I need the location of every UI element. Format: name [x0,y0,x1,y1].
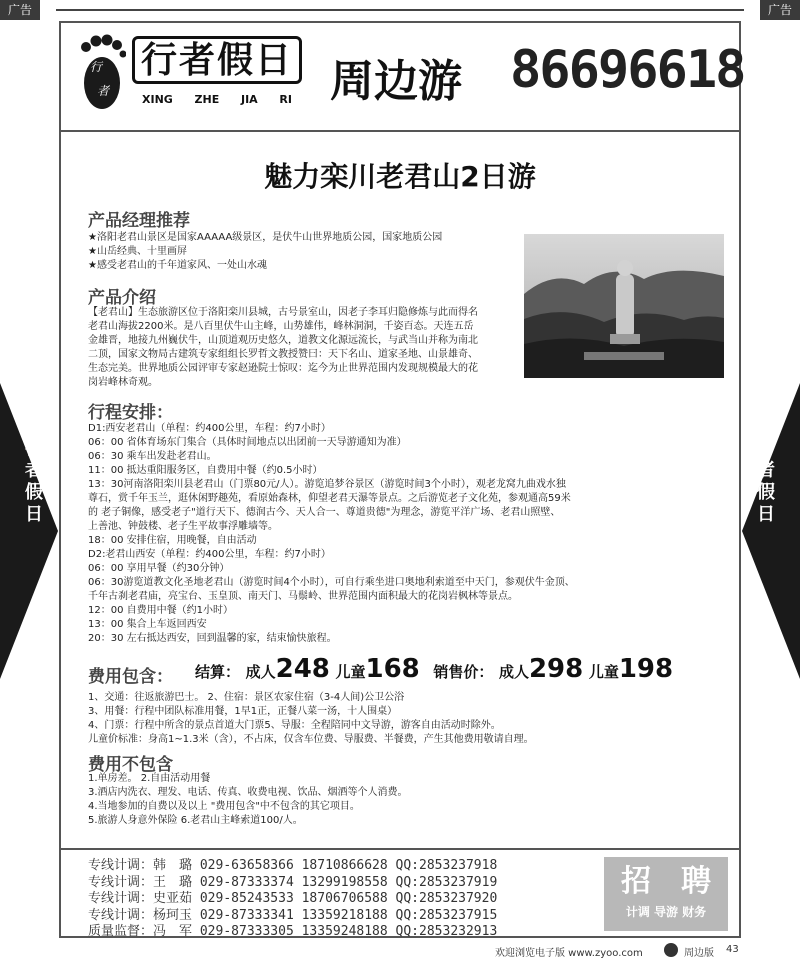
header-divider [61,130,739,132]
contact-qq-label: QQ: [395,875,420,890]
contact-mobile: 13359218188 [301,908,388,923]
brand-logo-pinyin [142,93,292,106]
contact-name: 杨珂玉 [153,908,193,923]
contact-name: 韩 璐 [153,858,193,873]
contact-qq: 2853232913 [419,924,498,939]
itinerary-line: 18：00 安排住宿，用晚餐，自由活动 [88,535,257,546]
intro-line: 生态完美。世界地质公园评审专家赵逊院士惊叹：迄今为止世界范围内发现规模最大的花 [88,363,478,374]
contact-qq: 2853237919 [419,875,498,890]
contact-tel: 029-63658366 [199,858,294,873]
recruit-roles: 计调 导游 财务 [625,905,707,919]
fees-included-heading: 费用包含： [88,667,173,687]
contact-role: 专线计调： [88,908,154,923]
contact-mobile: 18706706588 [301,891,388,906]
settlement-label: 结算： [195,663,241,681]
intro-heading: 产品介绍 [88,288,156,308]
itinerary-line: 20：30 左右抵达西安，回到温馨的家，结束愉快旅程。 [88,633,337,644]
intro-line: 岗岩峰林奇观。 [88,377,158,388]
recruit-title: 招 聘 [621,864,711,899]
fees-excluded-line: 4.当地参加的自费以及以上 "费用包含"中不包含的其它项目。 [88,801,360,812]
brand-logo-title: 行者假日 [132,36,302,84]
child-settle-price: 168 [365,654,420,684]
contact-mobile: 13359248188 [301,924,388,939]
contact-role: 专线计调： [88,875,154,890]
child-label: 儿童 [335,663,366,681]
footer-logo-icon [664,943,678,957]
fees-included-line: 4、门票：行程中所含的景点首道大门票5、导服：全程陪同中文导游，游客自由活动时除外。 [88,720,501,731]
footer-text: 欢迎浏览电子版 www.zyoo.com [495,948,643,959]
itinerary-line: D1:西安老君山（单程：约400公里，车程：约7小时） [88,423,331,434]
recruit-box [604,857,728,931]
fees-included-line: 1、交通：往返旅游巴士。 2、住宿：景区农家住宿（3-4人间)公卫公浴 [88,692,405,703]
fees-excluded-line: 3.酒店内洗衣、理发、电话、传真、收费电视、饮品、烟酒等个人消费。 [88,787,408,798]
recommend-heading: 产品经理推荐 [88,211,190,231]
side-label-left: 行者假日 [25,438,43,525]
itinerary-line: 06：00 享用早餐（约30分钟） [88,563,230,574]
fees-included-line: 儿童价标准：身高1~1.3米（含），不占床，仅含车位费、导服费、半餐费，产生其他费用敬请自理。 [88,734,534,745]
retail-label: 销售价： [433,663,494,681]
itinerary-line: 上善池、钟鼓楼、老子生平故事浮雕墙等。 [88,521,278,532]
ad-divider [56,9,744,11]
recommend-line: ★山岳经典、十里画屏 [88,246,187,257]
fees-included-line: 3、用餐：行程中团队标准用餐，1早1正，正餐八菜一汤，十人围桌） [88,706,398,717]
price-row [195,654,673,684]
ad-label-right: 广告 [760,0,800,20]
intro-line: 金雄晋，地接九州巍伏牛，山顶道观历史悠久，道教文化源远流长，与武当山并称为南北 [88,335,478,346]
intro-line: 【老君山】生态旅游区位于洛阳栾川县城，古号景室山，因老子李耳归隐修炼与此而得名 [88,307,478,318]
itinerary-line: 13：30河南洛阳栾川县老君山（门票80元/人）。游览追梦谷景区（游览时间3个小时），观老龙窝九曲戏水独 [88,479,566,490]
ad-label-left: 广告 [0,0,40,20]
contact-qq: 2853237918 [419,858,498,873]
contact-name: 王 璐 [153,875,193,890]
logo-pinyin-1: XING [142,93,173,106]
fees-excluded-heading: 费用不包含 [88,755,173,775]
logo-foot-char-2: 者 [97,84,110,98]
recommend-line: ★感受老君山的千年道家风、一处山水魂 [88,260,267,271]
fees-included-list [88,691,738,747]
side-tab-right [742,383,800,679]
adult-label: 成人 [245,663,276,681]
laojun-mountain-photo [524,234,724,378]
side-label-right: 行者假日 [757,438,775,525]
recommend-line: ★洛阳老君山景区是国家AAAAA级景区，是伏牛山世界地质公园，国家地质公园 [88,232,443,243]
adult-label-retail: 成人 [498,663,529,681]
intro-line: 二顶，国家文物局古建筑专家组组长罗哲文教授赞曰：天下名山、道家圣地、山景雄奇、 [88,349,478,360]
footer-section: 周边版 [684,948,714,959]
contact-qq-label: QQ: [395,858,420,873]
logo-foot-char-1: 行 [90,60,103,74]
itinerary-line: 尊石，赏千年玉兰，逛休闲野趣苑，看原始森林，仰望老君天瀑等景点。之后游览老子文化苑，参观通高59米 [88,493,571,504]
contact-mobile: 18710866628 [301,858,388,873]
adult-settle-price: 248 [275,654,330,684]
contact-qq: 2853237920 [419,891,498,906]
page-title: 魅力栾川老君山2日游 [264,160,536,193]
itinerary-heading: 行程安排： [88,403,173,423]
itinerary-list [88,422,738,646]
contact-qq-label: QQ: [395,908,420,923]
contact-name: 冯 军 [153,924,193,939]
side-tab-left [0,383,58,679]
itinerary-line: 11：00 抵达重阳服务区，自费用中餐（约0.5小时） [88,465,323,476]
intro-line: 老君山海拔2200米。是八百里伏牛山主峰，山势雄伟，峰林洞洞，千姿百态。天连五岳 [88,321,474,332]
child-retail-price: 198 [618,654,674,684]
footer-page-number: 43 [726,944,739,955]
contact-divider [61,848,739,850]
itinerary-line: 13：00 集合上车返回西安 [88,619,207,630]
contact-qq: 2853237915 [419,908,498,923]
contact-mobile: 13299198558 [301,875,388,890]
itinerary-line: 06：30游览道教文化圣地老君山（游览时间4个小时），可自行乘坐进口奥地利索道至中天门，参观伏牛金顶、 [88,577,575,588]
itinerary-line: 06：30 乘车出发赴老君山。 [88,451,217,462]
contact-tel: 029-87333305 [199,924,294,939]
contact-row [88,920,497,939]
itinerary-line: D2:老君山西安（单程：约400公里，车程：约7小时） [88,549,331,560]
contact-role: 质量监督： [88,924,154,939]
itinerary-line: 的 老子铜像，感受老子"道行天下、德润古今、天人合一、尊道贵德"为理念，游览平洋广场、老君山照壁、 [88,507,561,518]
itinerary-line: 12：00 自费用中餐（约1小时） [88,605,233,616]
itinerary-line: 千年古刹老君庙，亮宝台、玉皇顶、南天门、马鬃岭、世界范围内面积最大的花岗岩枫林等景点。 [88,591,518,602]
contact-role: 专线计调： [88,891,154,906]
fees-excluded-line: 1.单房差。 2.自由活动用餐 [88,773,211,784]
recommend-list [88,231,518,273]
contact-qq-label: QQ: [395,891,420,906]
logo-pinyin-3: JIA [240,93,258,106]
logo-pinyin-2: ZHE [194,93,220,106]
contact-tel: 029-87333341 [199,908,294,923]
contact-role: 专线计调： [88,858,154,873]
intro-paragraph [88,306,520,390]
contact-name: 史亚茹 [153,891,193,906]
contact-tel: 029-85243533 [199,891,294,906]
fees-excluded-line: 5.旅游人身意外保险 6.老君山主峰索道100/人。 [88,815,303,826]
logo-pinyin-4: RI [279,93,292,106]
child-label-retail: 儿童 [588,663,619,681]
contact-qq-label: QQ: [395,924,420,939]
header-slogan: 周边游 [330,56,462,107]
header-phone: 86696618 [510,40,745,100]
contact-tel: 029-87333374 [199,875,294,890]
itinerary-line: 06：00 省体育场东门集合（具体时间地点以出团前一天导游通知为准） [88,437,407,448]
fees-excluded-list [88,772,738,828]
adult-retail-price: 298 [528,654,584,684]
